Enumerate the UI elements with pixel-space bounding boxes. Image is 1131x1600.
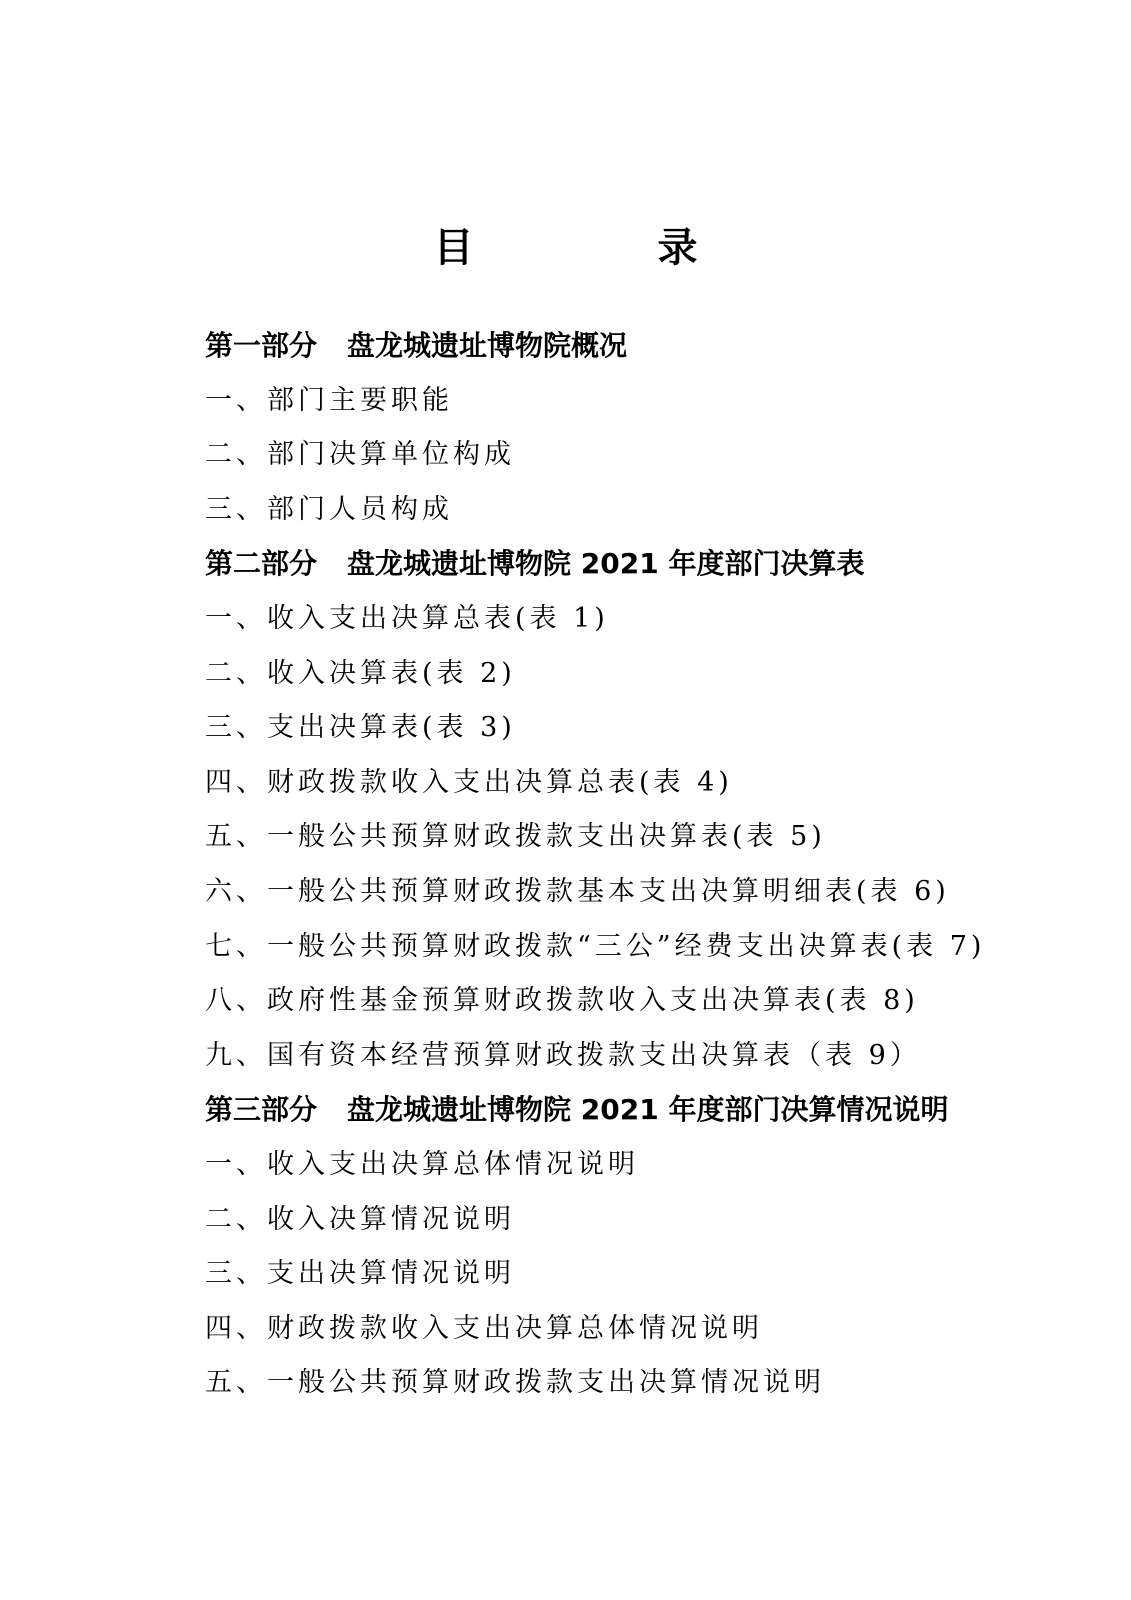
toc-item: 一、收入支出决算总体情况说明 bbox=[205, 1148, 639, 1180]
toc-item: 四、财政拨款收入支出决算总体情况说明 bbox=[205, 1312, 763, 1344]
toc-item: 二、收入决算表(表 2) bbox=[205, 657, 516, 689]
toc-item: 一、收入支出决算总表(表 1) bbox=[205, 602, 609, 634]
part-title: 盘龙城遗址博物院 2021 年度部门决算情况说明 bbox=[347, 1093, 949, 1127]
toc-item: 七、一般公共预算财政拨款“三公”经费支出决算表(表 7) bbox=[205, 930, 986, 962]
toc-item: 四、财政拨款收入支出决算总表(表 4) bbox=[205, 766, 733, 798]
part-label: 第一部分 bbox=[205, 329, 318, 362]
table-of-contents bbox=[205, 319, 1065, 1411]
page-title: 目 录 bbox=[433, 225, 770, 271]
part-label: 第二部分 bbox=[205, 547, 318, 581]
toc-item: 二、收入决算情况说明 bbox=[205, 1203, 515, 1235]
toc-item: 八、政府性基金预算财政拨款收入支出决算表(表 8) bbox=[205, 985, 919, 1017]
part-title: 盘龙城遗址博物院概况 bbox=[347, 329, 628, 362]
toc-item: 六、一般公共预算财政拨款基本支出决算明细表(表 6) bbox=[205, 875, 950, 907]
toc-item: 三、部门人员构成 bbox=[205, 493, 453, 525]
toc-item: 二、部门决算单位构成 bbox=[205, 439, 515, 471]
part-title: 盘龙城遗址博物院 2021 年度部门决算表 bbox=[347, 547, 865, 581]
toc-item: 五、一般公共预算财政拨款支出决算情况说明 bbox=[205, 1367, 825, 1399]
toc-part-3 bbox=[205, 1083, 1065, 1138]
toc-item: 三、支出决算表(表 3) bbox=[205, 712, 516, 744]
toc-item: 三、支出决算情况说明 bbox=[205, 1258, 515, 1290]
toc-item: 九、国有资本经营预算财政拨款支出决算表（表 9） bbox=[205, 1039, 921, 1071]
toc-item: 一、部门主要职能 bbox=[205, 384, 453, 416]
part-label: 第三部分 bbox=[205, 1093, 318, 1127]
toc-part-1 bbox=[205, 319, 1065, 374]
toc-item: 五、一般公共预算财政拨款支出决算表(表 5) bbox=[205, 821, 826, 853]
toc-part-2 bbox=[205, 537, 1065, 592]
